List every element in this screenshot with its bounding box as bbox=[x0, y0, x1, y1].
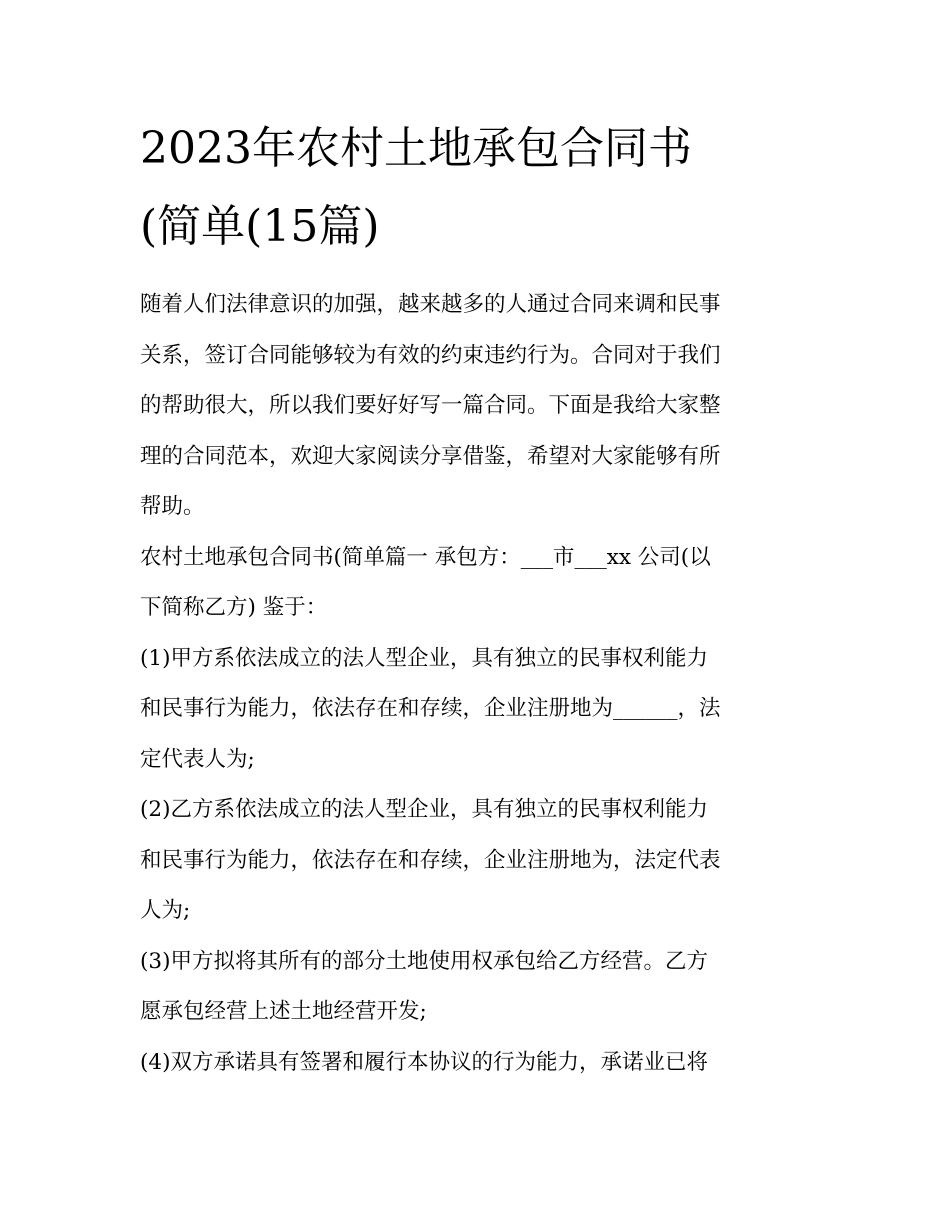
body-line: 人为; bbox=[140, 898, 191, 923]
body-line: 和民事行为能力，依法存在和存续，企业注册地为，法定代表 bbox=[140, 847, 721, 873]
body-line: 愿承包经营上述土地经营开发; bbox=[140, 999, 427, 1024]
body-line: 关系，签订合同能够较为有效的约束违约行为。合同对于我们 bbox=[140, 342, 721, 368]
title-line-2: (简单(15篇) bbox=[140, 201, 380, 252]
document-title bbox=[140, 110, 840, 266]
title-line-1: 2023年农村土地承包合同书 bbox=[140, 123, 692, 174]
body-line: 随着人们法律意识的加强，越来越多的人通过合同来调和民事 bbox=[140, 292, 721, 317]
body-line: 帮助。 bbox=[140, 494, 205, 519]
body-line: (1)甲方系依法成立的法人型企业，具有独立的民事权利能力 bbox=[140, 645, 708, 671]
body-line: 下简称乙方) 鉴于： bbox=[140, 595, 328, 620]
document-body bbox=[140, 280, 820, 1088]
body-line: (4)双方承诺具有签署和履行本协议的行为能力，承诺业已将 bbox=[140, 1049, 708, 1075]
body-line: 的帮助很大，所以我们要好好写一篇合同。下面是我给大家整 bbox=[140, 393, 721, 418]
body-line: 农村土地承包合同书(简单篇一 承包方：___市___xx 公司(以 bbox=[140, 544, 711, 570]
body-line: (2)乙方系依法成立的法人型企业，具有独立的民事权利能力 bbox=[140, 797, 708, 822]
body-line: 理的合同范本，欢迎大家阅读分享借鉴，希望对大家能够有所 bbox=[140, 443, 721, 469]
body-line: 和民事行为能力，依法存在和存续，企业注册地为______，法 bbox=[140, 696, 721, 721]
body-line: (3)甲方拟将其所有的部分土地使用权承包给乙方经营。乙方 bbox=[140, 948, 708, 974]
body-line: 定代表人为; bbox=[140, 746, 255, 772]
